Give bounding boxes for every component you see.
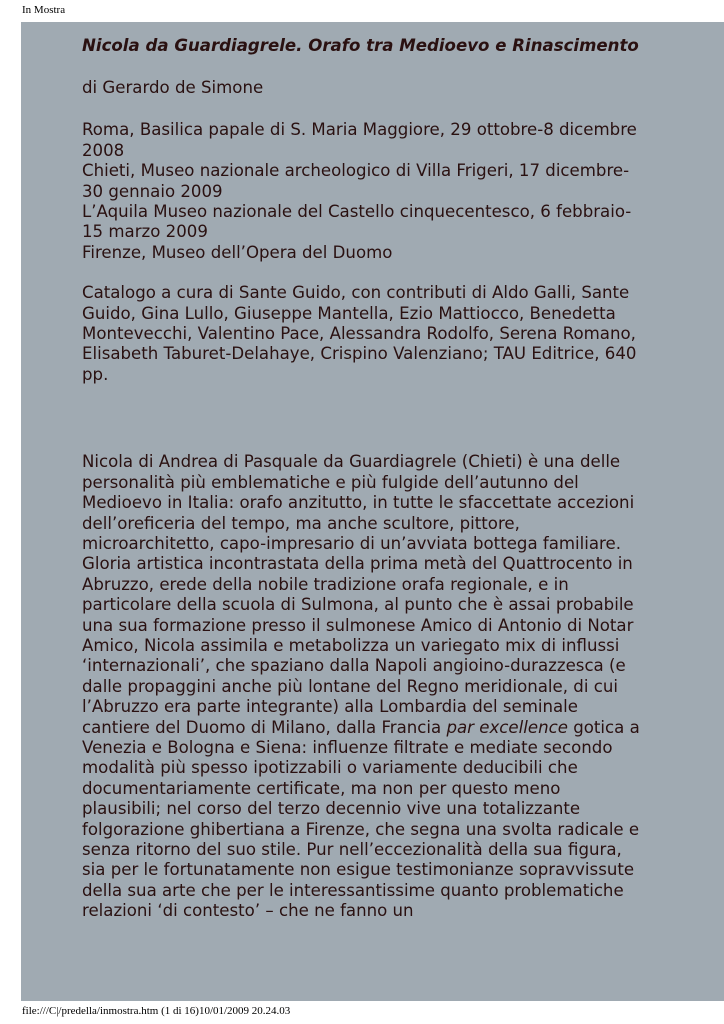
venue-line: L’Aquila Museo nazionale del Castello cinquecentesco, 6 febbraio-15 marzo 2009 <box>82 202 632 242</box>
article-author: di Gerardo de Simone <box>82 78 264 97</box>
article-body <box>82 452 642 921</box>
body-text-part: gotica a Venezia e Bologna e Siena: influenze filtrate e mediate secondo modalità più spesso ipotizzabili o variamente deducibili che documentariamente certificate, ma non per questo meno plausibili; nel corso del terzo decennio vive una totalizzante folgorazione ghibertiana a Firenze, che segna una svolta radicale e senza ritorno del suo stile. Pur nell’eccezionalità della sua figura, sia per le fortunatamente non esigue testimonianze sopravvissute della sua arte che per le interessantissime quanto problematiche relazioni ‘di contesto’ – che ne fanno un <box>82 717 640 921</box>
print-footer: file:///C|/predella/inmostra.htm (1 di 16)10/01/2009 20.24.03 <box>22 1005 291 1017</box>
body-text-part: Nicola di Andrea di Pasquale da Guardiagrele (Chieti) è una delle personalità più emblematiche e più fulgide dell’autunno del Medioevo in Italia: orafo anzitutto, in tutte le sfaccettate accezioni dell’oreficeria del tempo, ma anche scultore, pittore, microarchitetto, capo-impresario di un’avviata bottega familiare. Gloria artistica incontrastata della prima metà del Quattrocento in Abruzzo, erede della nobile tradizione orafa regionale, e in particolare della scuola di Sulmona, al punto che è assai probabile una sua formazione presso il sulmonese Amico di Antonio di Notar Amico, Nicola assimila e metabolizza un variegato mix di influssi ‘internazionali’, che spaziano dalla Napoli angioino-durazzesca (e dalle propaggini anche più lontane del Regno meridionale, di cui l’Abruzzo era parte integrante) alla Lombardia del seminale cantiere del Duomo di Milano, dalla Francia <box>82 452 635 737</box>
venue-line: Firenze, Museo dell’Opera del Duomo <box>82 242 393 262</box>
catalog-info: Catalogo a cura di Sante Guido, con contributi di Aldo Galli, Sante Guido, Gina Lullo, Giuseppe Mantella, Ezio Mattiocco, Benedetta Montevecchi, Valentino Pace, Alessandra Rodolfo, Serena Romano, Elisabeth Taburet-Delahaye, Crispino Valenziano; TAU Editrice, 640 pp. <box>82 283 637 384</box>
exhibition-venues <box>82 120 642 263</box>
spacer <box>82 385 642 452</box>
venue-line: Roma, Basilica papale di S. Maria Maggiore, 29 ottobre-8 dicembre 2008 <box>82 120 637 160</box>
article-panel <box>21 22 724 1001</box>
body-emphasis: par excellence <box>446 717 568 737</box>
article-title: Nicola da Guardiagrele. Orafo tra Medioevo e Rinascimento <box>82 36 639 55</box>
venue-line: Chieti, Museo nazionale archeologico di Villa Frigeri, 17 dicembre-30 gennaio 2009 <box>82 161 630 201</box>
article-content <box>82 35 642 922</box>
print-header: In Mostra <box>22 4 66 16</box>
